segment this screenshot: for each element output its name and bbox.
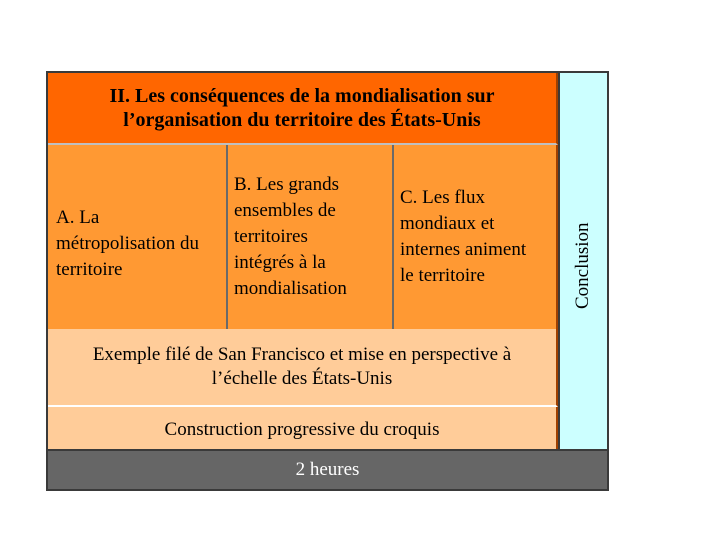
construction-band <box>48 407 558 449</box>
part-c-text: C. Les flux mondiaux et internes animent le territoire <box>400 187 527 286</box>
conclusion-label: Conclusion <box>572 222 593 309</box>
part-a-text: A. La métropolisation du territoire <box>56 207 200 280</box>
section-title-text: II. Les conséquences de la mondialisation sur l’organisation du territoire des États-Unis <box>109 85 495 131</box>
construction-text: Construction progressive du croquis <box>164 419 440 440</box>
part-b <box>228 145 394 329</box>
section-title <box>48 73 558 145</box>
part-c <box>394 145 558 329</box>
duration-bar <box>48 449 607 489</box>
part-a <box>48 145 228 329</box>
conclusion-column <box>558 73 607 449</box>
plan-diagram <box>46 71 609 491</box>
duration-text: 2 heures <box>295 459 360 480</box>
example-band <box>48 329 558 407</box>
example-text: Exemple filé de San Francisco et mise en perspective à l’échelle des États-Unis <box>92 344 512 389</box>
part-b-text: B. Les grands ensembles de territoires intégrés à la mondialisation <box>234 174 347 299</box>
